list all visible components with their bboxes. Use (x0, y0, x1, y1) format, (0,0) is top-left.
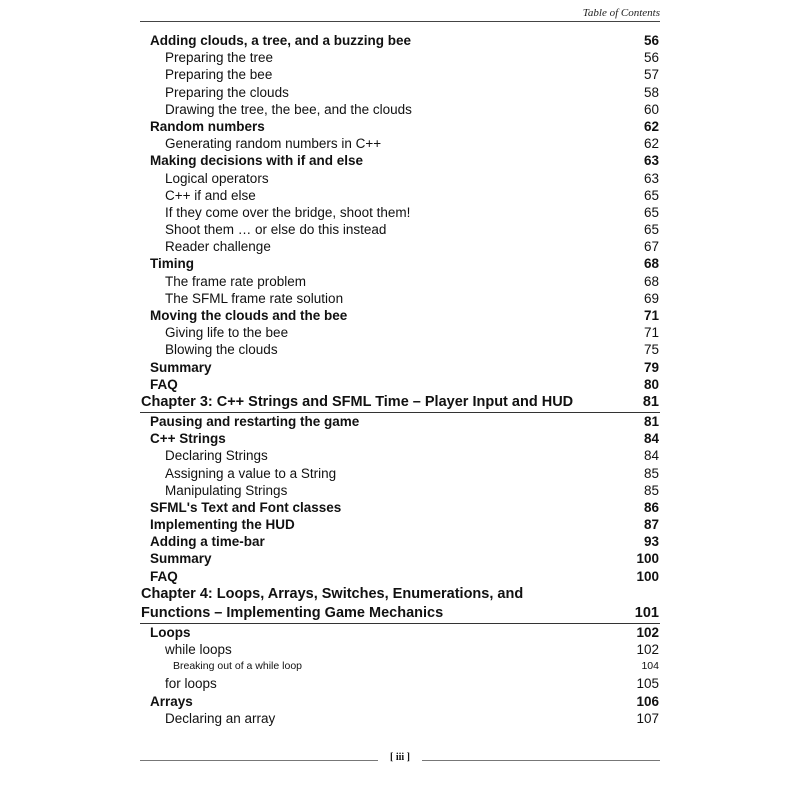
toc-entry-page: 84 (643, 448, 659, 464)
toc-entry-sec (140, 550, 660, 567)
toc-entry-sub (140, 465, 660, 482)
toc-entry-title: The frame rate problem (165, 273, 307, 289)
running-head: Table of Contents (582, 7, 660, 19)
toc-entry-title: Blowing the clouds (165, 342, 278, 358)
toc-entry-sec (140, 255, 660, 272)
toc-entry-page: 105 (636, 676, 659, 692)
toc-entry-title: Breaking out of a while loop (173, 660, 302, 673)
toc-entry-page: 63 (643, 153, 659, 169)
toc-entry-sub (140, 710, 660, 727)
toc-entry-page: 62 (643, 118, 659, 134)
toc-entry-sub (140, 290, 660, 307)
toc-entry-page: 57 (643, 67, 659, 83)
toc-entry-title: Assigning a value to a String (165, 465, 337, 481)
toc-entry-page: 81 (643, 413, 659, 429)
toc-entry-sub (140, 101, 660, 118)
toc-entry-page: 102 (636, 624, 659, 640)
toc-entry-page: 71 (643, 325, 659, 341)
toc-entry-sub (140, 84, 660, 101)
toc-entry-title: Reader challenge (165, 239, 271, 255)
toc-entry-sub (140, 204, 660, 221)
toc-entry-page: 85 (643, 465, 659, 481)
toc-entry-page: 79 (643, 359, 659, 375)
toc-entry-sec (140, 32, 660, 49)
toc-entry-title: Drawing the tree, the bee, and the clouds (165, 101, 412, 117)
toc-entry-page: 100 (636, 551, 659, 567)
toc-entry-chap (140, 393, 660, 412)
toc-entry-page: 63 (643, 170, 659, 186)
toc-entry-title: Manipulating Strings (165, 482, 288, 498)
toc-entry-page: 60 (643, 101, 659, 117)
toc-entry-title: Preparing the clouds (165, 84, 289, 100)
toc-entry-sub (140, 641, 660, 658)
toc-entry-title: Summary (150, 359, 212, 375)
toc-entry-page: 71 (643, 308, 659, 323)
toc-entry-page: 65 (643, 204, 659, 220)
toc-entry-sub (140, 324, 660, 341)
toc-entry-sec (140, 533, 660, 550)
toc-entry-page: 85 (643, 482, 659, 498)
toc-entry-sec (140, 516, 660, 533)
toc-entry-title: Adding a time-bar (150, 534, 265, 550)
toc-entry-title: Declaring Strings (165, 448, 268, 464)
toc-entry-sec (140, 152, 660, 169)
toc-entry-title: Adding clouds, a tree, and a buzzing bee (150, 33, 412, 48)
toc-entry-sec (140, 413, 660, 430)
toc-entry-title: Functions – Implementing Game Mechanics (141, 604, 444, 621)
toc-entry-page: 65 (643, 187, 659, 203)
footer-rule-right (422, 760, 660, 761)
toc-entry-title: Loops (150, 624, 191, 640)
toc-entry-title: SFML's Text and Font classes (150, 499, 342, 515)
toc-entry-page: 84 (643, 431, 659, 447)
page-number: [ iii ] (390, 752, 410, 763)
toc-entry-title: Chapter 4: Loops, Arrays, Switches, Enumerations, and (141, 585, 524, 602)
toc-entry-page: 81 (642, 393, 659, 410)
toc-entry-title: Logical operators (165, 170, 269, 186)
toc-entry-page: 68 (643, 256, 659, 272)
toc-entry-title: Timing (150, 256, 195, 272)
toc-entry-title: Implementing the HUD (150, 517, 295, 533)
toc-entry-title: for loops (165, 676, 217, 692)
toc-entry-page: 107 (636, 710, 659, 726)
toc-entry-sec (140, 359, 660, 376)
toc-entry-title: while loops (165, 642, 232, 657)
toc-entry-page: 75 (643, 342, 659, 358)
toc-entry-chap (140, 604, 660, 623)
toc-entry-page: 58 (643, 84, 659, 100)
toc-entry-title: Summary (150, 551, 212, 567)
toc-entry-sub (140, 49, 660, 66)
toc-entry-page: 100 (636, 568, 659, 584)
toc-entry-sub (140, 66, 660, 83)
toc-entry-chap (140, 585, 660, 604)
toc-entry-title: Declaring an array (165, 710, 276, 726)
toc-entry-title: Random numbers (150, 118, 265, 134)
toc-entry-page: 69 (643, 290, 659, 306)
toc-entry-sub (140, 221, 660, 238)
table-of-contents (140, 32, 660, 727)
page-footer (140, 752, 660, 768)
toc-entry-sec (140, 568, 660, 585)
toc-entry-title: Generating random numbers in C++ (165, 136, 382, 152)
toc-entry-sec (140, 693, 660, 710)
toc-entry-page: 104 (641, 660, 659, 673)
toc-entry-sub (140, 675, 660, 692)
toc-entry-sub (140, 482, 660, 499)
toc-entry-title: Preparing the bee (165, 67, 273, 83)
toc-entry-title: FAQ (150, 376, 178, 392)
toc-entry-sub (140, 341, 660, 358)
toc-entry-title: Preparing the tree (165, 50, 274, 66)
toc-entry-page: 87 (643, 517, 659, 533)
toc-entry-sec (140, 376, 660, 393)
toc-entry-page: 86 (643, 499, 659, 515)
toc-entry-title: Arrays (150, 693, 193, 709)
toc-entry-page: 65 (643, 222, 659, 238)
toc-entry-page: 102 (636, 642, 659, 657)
toc-entry-page: 67 (643, 239, 659, 255)
toc-entry-title: The SFML frame rate solution (165, 290, 344, 306)
toc-entry-title: If they come over the bridge, shoot them! (165, 204, 411, 220)
toc-entry-sub (140, 447, 660, 464)
toc-entry-title: Pausing and restarting the game (150, 413, 360, 429)
toc-entry-page: 106 (636, 693, 659, 709)
toc-entry-page: 68 (643, 273, 659, 289)
toc-entry-title: Chapter 3: C++ Strings and SFML Time – Player Input and HUD (141, 393, 574, 410)
toc-entry-subsub (140, 658, 660, 675)
toc-entry-sub (140, 238, 660, 255)
toc-entry-page: 80 (643, 376, 659, 392)
toc-entry-title: FAQ (150, 568, 178, 584)
toc-entry-sub (140, 187, 660, 204)
toc-entry-page: 56 (643, 33, 659, 48)
toc-entry-sec (140, 307, 660, 324)
toc-entry-title: Giving life to the bee (165, 325, 289, 341)
toc-entry-title: C++ Strings (150, 431, 226, 447)
toc-entry-page: 101 (634, 604, 659, 621)
toc-entry-sec (140, 430, 660, 447)
toc-entry-page: 62 (643, 136, 659, 152)
toc-entry-title: Shoot them … or else do this instead (165, 222, 387, 238)
toc-entry-title: Moving the clouds and the bee (150, 308, 348, 323)
toc-entry-page: 93 (643, 534, 659, 550)
toc-entry-sub (140, 170, 660, 187)
toc-entry-sec (140, 118, 660, 135)
toc-entry-page: 56 (643, 50, 659, 66)
toc-entry-title: C++ if and else (165, 187, 256, 203)
toc-entry-sec (140, 499, 660, 516)
toc-entry-title: Making decisions with if and else (150, 153, 364, 169)
toc-entry-sec (140, 624, 660, 641)
header-rule (140, 21, 660, 22)
toc-entry-sub (140, 273, 660, 290)
toc-entry-sub (140, 135, 660, 152)
